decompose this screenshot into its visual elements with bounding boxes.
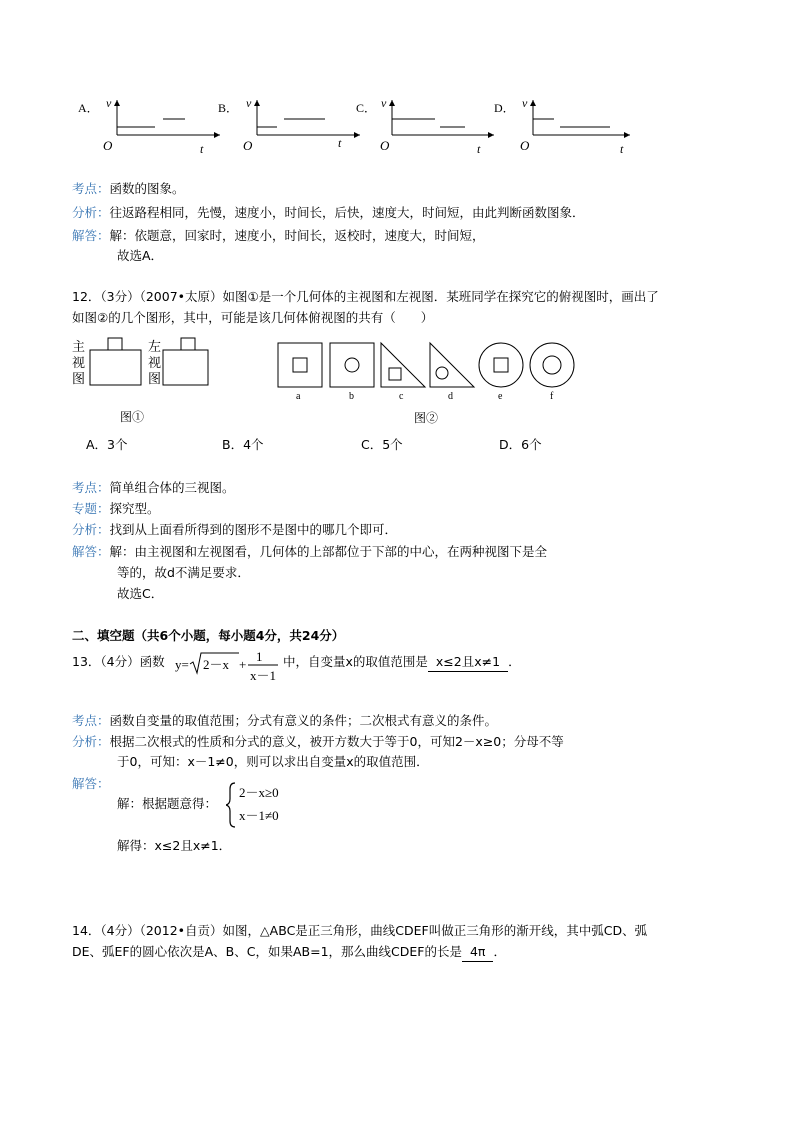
shape-e-letter: e — [498, 391, 503, 402]
option-d-letter: D． — [494, 101, 515, 115]
shape-a-outer — [278, 343, 322, 387]
q14-stem-line-1: 14．（4分）（2012•自贡）如图，△ABC是正三角形，曲线CDEF叫做正三角形的渐开线，其中弧CD、弧 — [72, 923, 648, 938]
q14-stem-prefix: DE、弧EF的圆心依次是A、B、C，如果AB=1，那么曲线CDEF的长是 — [72, 944, 462, 959]
shape-b-inner — [345, 358, 359, 372]
fenxi-label: 分析： — [72, 205, 110, 220]
option-b-v-arrow — [254, 100, 260, 106]
fenxi-text: 找到从上面看所得到的图形不是图中的哪几个即可． — [109, 522, 398, 537]
q13-fenxi — [72, 733, 564, 751]
section-2-heading: 二、填空题（共6个小题，每小题4分，共24分） — [72, 628, 345, 643]
shape-a-inner — [293, 358, 307, 372]
main-view-char-1: 主 — [72, 339, 86, 354]
option-b-t-arrow — [354, 132, 360, 138]
option-d-t-arrow — [624, 132, 630, 138]
figure-2-svg — [275, 340, 585, 430]
option-b-t-label: t — [338, 136, 342, 150]
option-b-letter: B． — [218, 101, 239, 115]
option-b-graph — [218, 96, 360, 153]
option-a-t-label: t — [200, 142, 204, 156]
shape-c-inner — [389, 368, 401, 380]
jieda-line-1: 解：由主视图和左视图看，几何体的上部都位于下部的中心，在两种视图下是全 — [109, 544, 548, 559]
q12-option-a: A．3个 — [86, 437, 128, 452]
main-view-base-block — [90, 350, 141, 385]
fenxi-text: 往返路程相同，先慢，速度小，时间长，后快，速度大，时间短，由此判断函数图象． — [109, 205, 585, 220]
shape-d-letter: d — [448, 391, 453, 402]
option-d-v-arrow — [530, 100, 536, 106]
option-a-v-arrow — [114, 100, 120, 106]
frac-denominator: x－1 — [250, 668, 277, 683]
main-view-top-block — [108, 338, 122, 350]
shape-d-outer — [430, 343, 474, 387]
main-view-char-3: 图 — [72, 371, 86, 386]
option-c-graph — [356, 96, 494, 156]
left-view-char-3: 图 — [148, 371, 162, 386]
q11-kaodian — [72, 180, 185, 198]
zhuanti-label: 专题： — [72, 501, 110, 516]
q12-jieda-line-3: 故选C． — [117, 586, 164, 601]
shape-d-inner — [436, 367, 448, 379]
option-c-t-arrow — [488, 132, 494, 138]
sqrt-content: 2－x — [203, 657, 230, 672]
q13-formula-svg — [173, 648, 283, 688]
q13-stem-end: ． — [508, 654, 521, 669]
q13-system — [226, 780, 316, 830]
q12-stem-line-1: 12．（3分）（2007•太原）如图①是一个几何体的主视图和左视图．某班同学在探究它的俯视图时，画出了 — [72, 289, 659, 304]
q12-jieda — [72, 543, 547, 561]
shape-f-inner — [543, 356, 561, 374]
q12-fenxi — [72, 521, 397, 539]
shape-f-outer — [530, 343, 574, 387]
q13-stem-prefix: 13．（4分）函数 — [72, 654, 165, 669]
q14-stem-line-2 — [72, 943, 506, 962]
option-b-v-label: v — [246, 96, 252, 110]
formula-y: y= — [175, 657, 189, 672]
left-brace — [226, 783, 235, 827]
left-view-char-1: 左 — [148, 339, 162, 354]
option-d-origin: O — [520, 138, 530, 153]
kaodian-label: 考点： — [72, 713, 110, 728]
q11-jieda — [72, 227, 485, 245]
system-line-1: 2－x≥0 — [239, 785, 279, 800]
system-line-2: x－1≠0 — [239, 808, 279, 823]
figure-2-caption: 图② — [414, 411, 439, 425]
fenxi-label: 分析： — [72, 734, 110, 749]
shape-b-outer — [330, 343, 374, 387]
q12-jieda-line-2: 等的，故d不满足要求． — [117, 565, 250, 580]
left-view-base-block — [163, 350, 208, 385]
figure-1-caption: 图① — [120, 410, 145, 424]
q11-jieda-line-2: 故选A． — [117, 248, 164, 263]
q12-option-d: D．6个 — [499, 437, 542, 452]
option-c-t-label: t — [477, 142, 481, 156]
figure-1-svg — [70, 336, 220, 431]
q13-brace-svg — [226, 780, 316, 830]
q12-option-b: B．4个 — [222, 437, 264, 452]
option-a-letter: A． — [78, 101, 99, 115]
option-a-t-arrow — [214, 132, 220, 138]
q13-formula — [173, 648, 283, 688]
option-c-v-arrow — [389, 100, 395, 106]
kaodian-text: 简单组合体的三视图。 — [109, 480, 235, 495]
shape-c-outer — [381, 343, 425, 387]
q12-figure-1 — [70, 336, 220, 431]
kaodian-label: 考点： — [72, 480, 110, 495]
option-d-v-label: v — [522, 96, 528, 110]
kaodian-text: 函数的图象。 — [109, 181, 185, 196]
q13-fenxi-line-2: 于0，可知：x－1≠0，则可以求出自变量x的取值范围． — [117, 754, 429, 769]
q11-option-graphs — [70, 95, 650, 160]
fenxi-label: 分析： — [72, 522, 110, 537]
q13-result: 解得：x≤2且x≠1． — [117, 838, 232, 853]
kaodian-text: 函数自变量的取值范围；分式有意义的条件；二次根式有意义的条件。 — [109, 713, 498, 728]
shape-c-letter: c — [399, 391, 404, 402]
shape-a-letter: a — [296, 391, 301, 402]
q13-stem-middle: 中，自变量x的取值范围是 — [283, 654, 428, 669]
option-d-t-label: t — [620, 142, 624, 156]
q13-kaodian — [72, 712, 497, 730]
option-c-letter: C． — [356, 101, 377, 115]
zhuanti-text: 探究型。 — [109, 501, 160, 516]
shape-e-outer — [479, 343, 523, 387]
kaodian-label: 考点： — [72, 181, 110, 196]
q11-fenxi — [72, 204, 585, 222]
option-b-origin: O — [243, 138, 253, 153]
q11-options — [70, 95, 650, 160]
option-d-graph — [494, 96, 630, 156]
jieda-label: 解答： — [72, 544, 110, 559]
jieda-line-1: 解：依题意，回家时，速度小，时间长，返校时，速度大，时间短， — [109, 228, 485, 243]
left-view-char-2: 视 — [148, 355, 162, 370]
main-view-char-2: 视 — [72, 355, 86, 370]
option-a-graph — [78, 96, 220, 156]
q13-jieda-label: 解答： — [72, 776, 110, 791]
q14-stem-end: ． — [493, 944, 506, 959]
q12-option-c: C．5个 — [361, 437, 403, 452]
option-c-v-label: v — [381, 96, 387, 110]
left-view-top-block — [181, 338, 195, 350]
frac-numerator: 1 — [256, 649, 263, 664]
q13-stem-rest — [283, 653, 521, 672]
q13-sys-prefix: 解：根据题意得： — [117, 796, 218, 811]
shape-b-letter: b — [349, 391, 354, 402]
q14-answer: 4π — [462, 943, 493, 962]
formula-plus: + — [239, 657, 247, 672]
q12-figure-2 — [275, 340, 585, 430]
option-a-origin: O — [103, 138, 113, 153]
q13-answer: x≤2且x≠1 — [428, 653, 508, 672]
option-c-origin: O — [380, 138, 390, 153]
fenxi-line-1: 根据二次根式的性质和分式的意义，被开方数大于等于0，可知2－x≥0；分母不等 — [109, 734, 564, 749]
jieda-label: 解答： — [72, 228, 110, 243]
shape-f-letter: f — [550, 391, 554, 402]
q12-stem-line-2: 如图②的几个图形，其中，可能是该几何体俯视图的共有（ ） — [72, 310, 434, 325]
q12-zhuanti — [72, 500, 160, 518]
option-a-v-label: v — [106, 96, 112, 110]
q12-kaodian — [72, 479, 235, 497]
shape-e-inner — [494, 358, 508, 372]
